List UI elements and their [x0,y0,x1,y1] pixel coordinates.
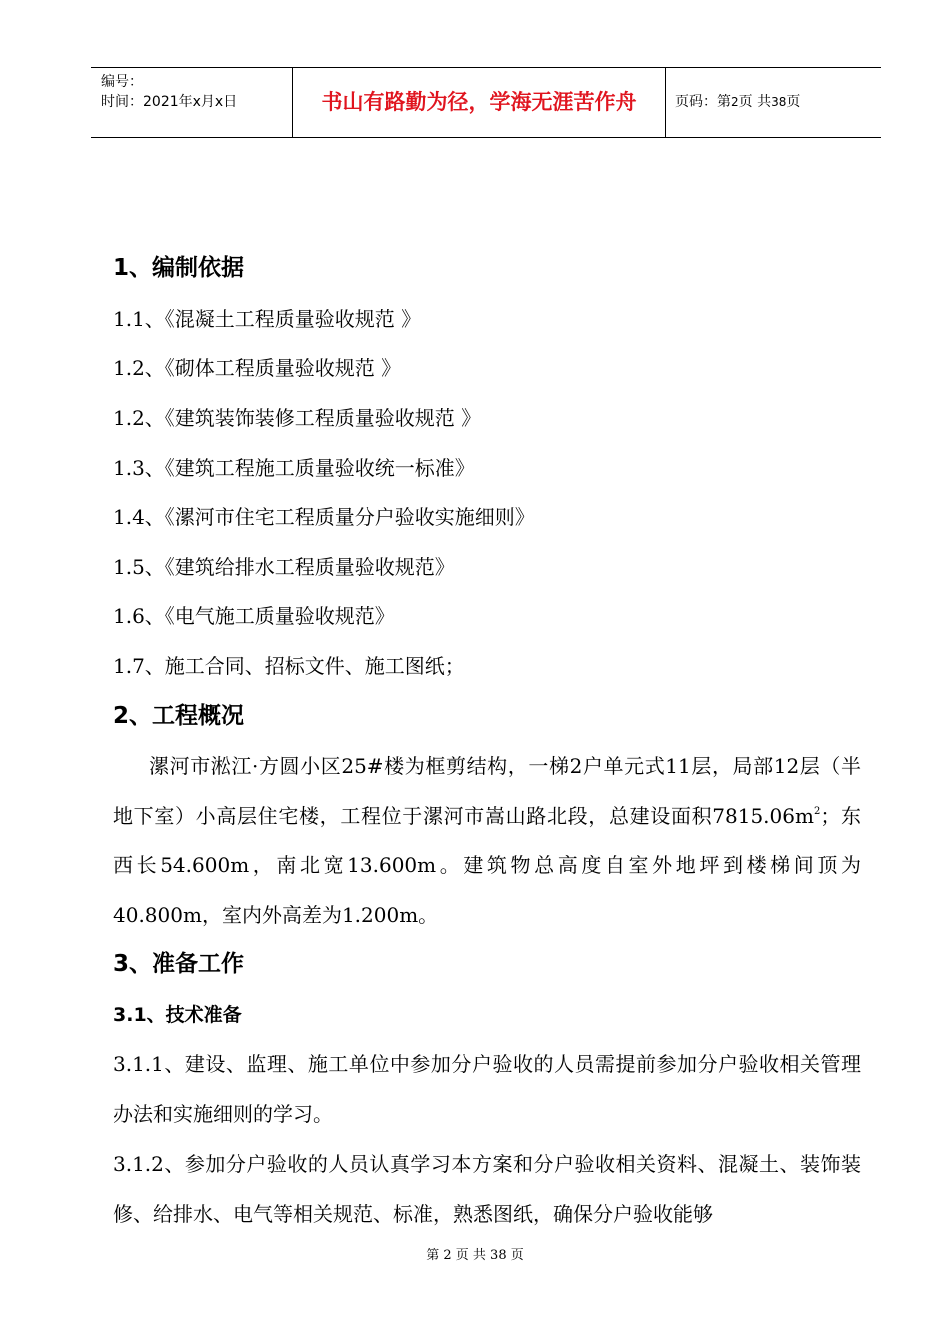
section-title: 2、工程概况 [113,703,245,729]
paragraph: 3.1.1、建设、监理、施工单位中参加分户验收的人员需提前参加分户验收相关管理办法和实施细则的学习。 [113,1052,861,1126]
project-overview-paragraph [113,742,861,940]
header-motto: 书山有路勤为径，学海无涯苦作舟 [321,90,637,114]
reference-item: 1.3、《建筑工程施工质量验收统一标准》 [113,456,475,480]
page-footer: 第 2 页 共 38 页 [426,1248,524,1263]
reference-item: 1.4、《漯河市住宅工程质量分户验收实施细则》 [113,505,535,529]
reference-item: 1.2、《建筑装饰装修工程质量验收规范 》 [113,406,482,430]
subsection-title: 3.1、技术准备 [113,1004,242,1026]
page-total: 38 [771,95,787,109]
overview-text-b: ；东西长54.600m，南北宽13.600m。建筑物总高度自室外地坪到楼梯间顶为40.800m，室内外高差为1.200m。 [113,803,862,927]
reference-item: 1.6、《电气施工质量验收规范》 [113,604,395,628]
time-label: 时间：2021年x月x日 [101,94,238,110]
number-label: 编号： [101,74,143,90]
page-number: 2 [731,95,739,109]
page-mid: 页 共 [738,94,772,110]
section-title: 1、编制依据 [113,255,245,281]
reference-item: 1.7、施工合同、招标文件、施工图纸； [113,654,465,678]
overview-text-a: 漯河市淞江·方圆小区25#楼为框剪结构，一梯2户单元式11层，局部12层（半地下室）小高层住宅楼，工程位于漯河市嵩山路北段，总建设面积7815.06m [113,754,861,828]
superscript-two: 2 [813,805,821,817]
section-title: 3、准备工作 [113,951,245,977]
header-divider [665,68,666,137]
page-prefix: 页码：第 [675,94,731,110]
reference-item: 1.2、《砌体工程质量验收规范 》 [113,356,402,380]
header-left-cell [101,72,237,112]
paragraph: 3.1.2、参加分户验收的人员认真学习本方案和分户验收相关资料、混凝土、装饰装修、给排水、电气等相关规范、标准，熟悉图纸，确保分户验收能够 [113,1152,861,1226]
page-suffix: 页 [786,94,801,110]
reference-item: 1.1、《混凝土工程质量验收规范 》 [113,307,422,331]
page-indicator [675,92,800,112]
document-header [91,67,881,138]
reference-item: 1.5、《建筑给排水工程质量验收规范》 [113,555,455,579]
